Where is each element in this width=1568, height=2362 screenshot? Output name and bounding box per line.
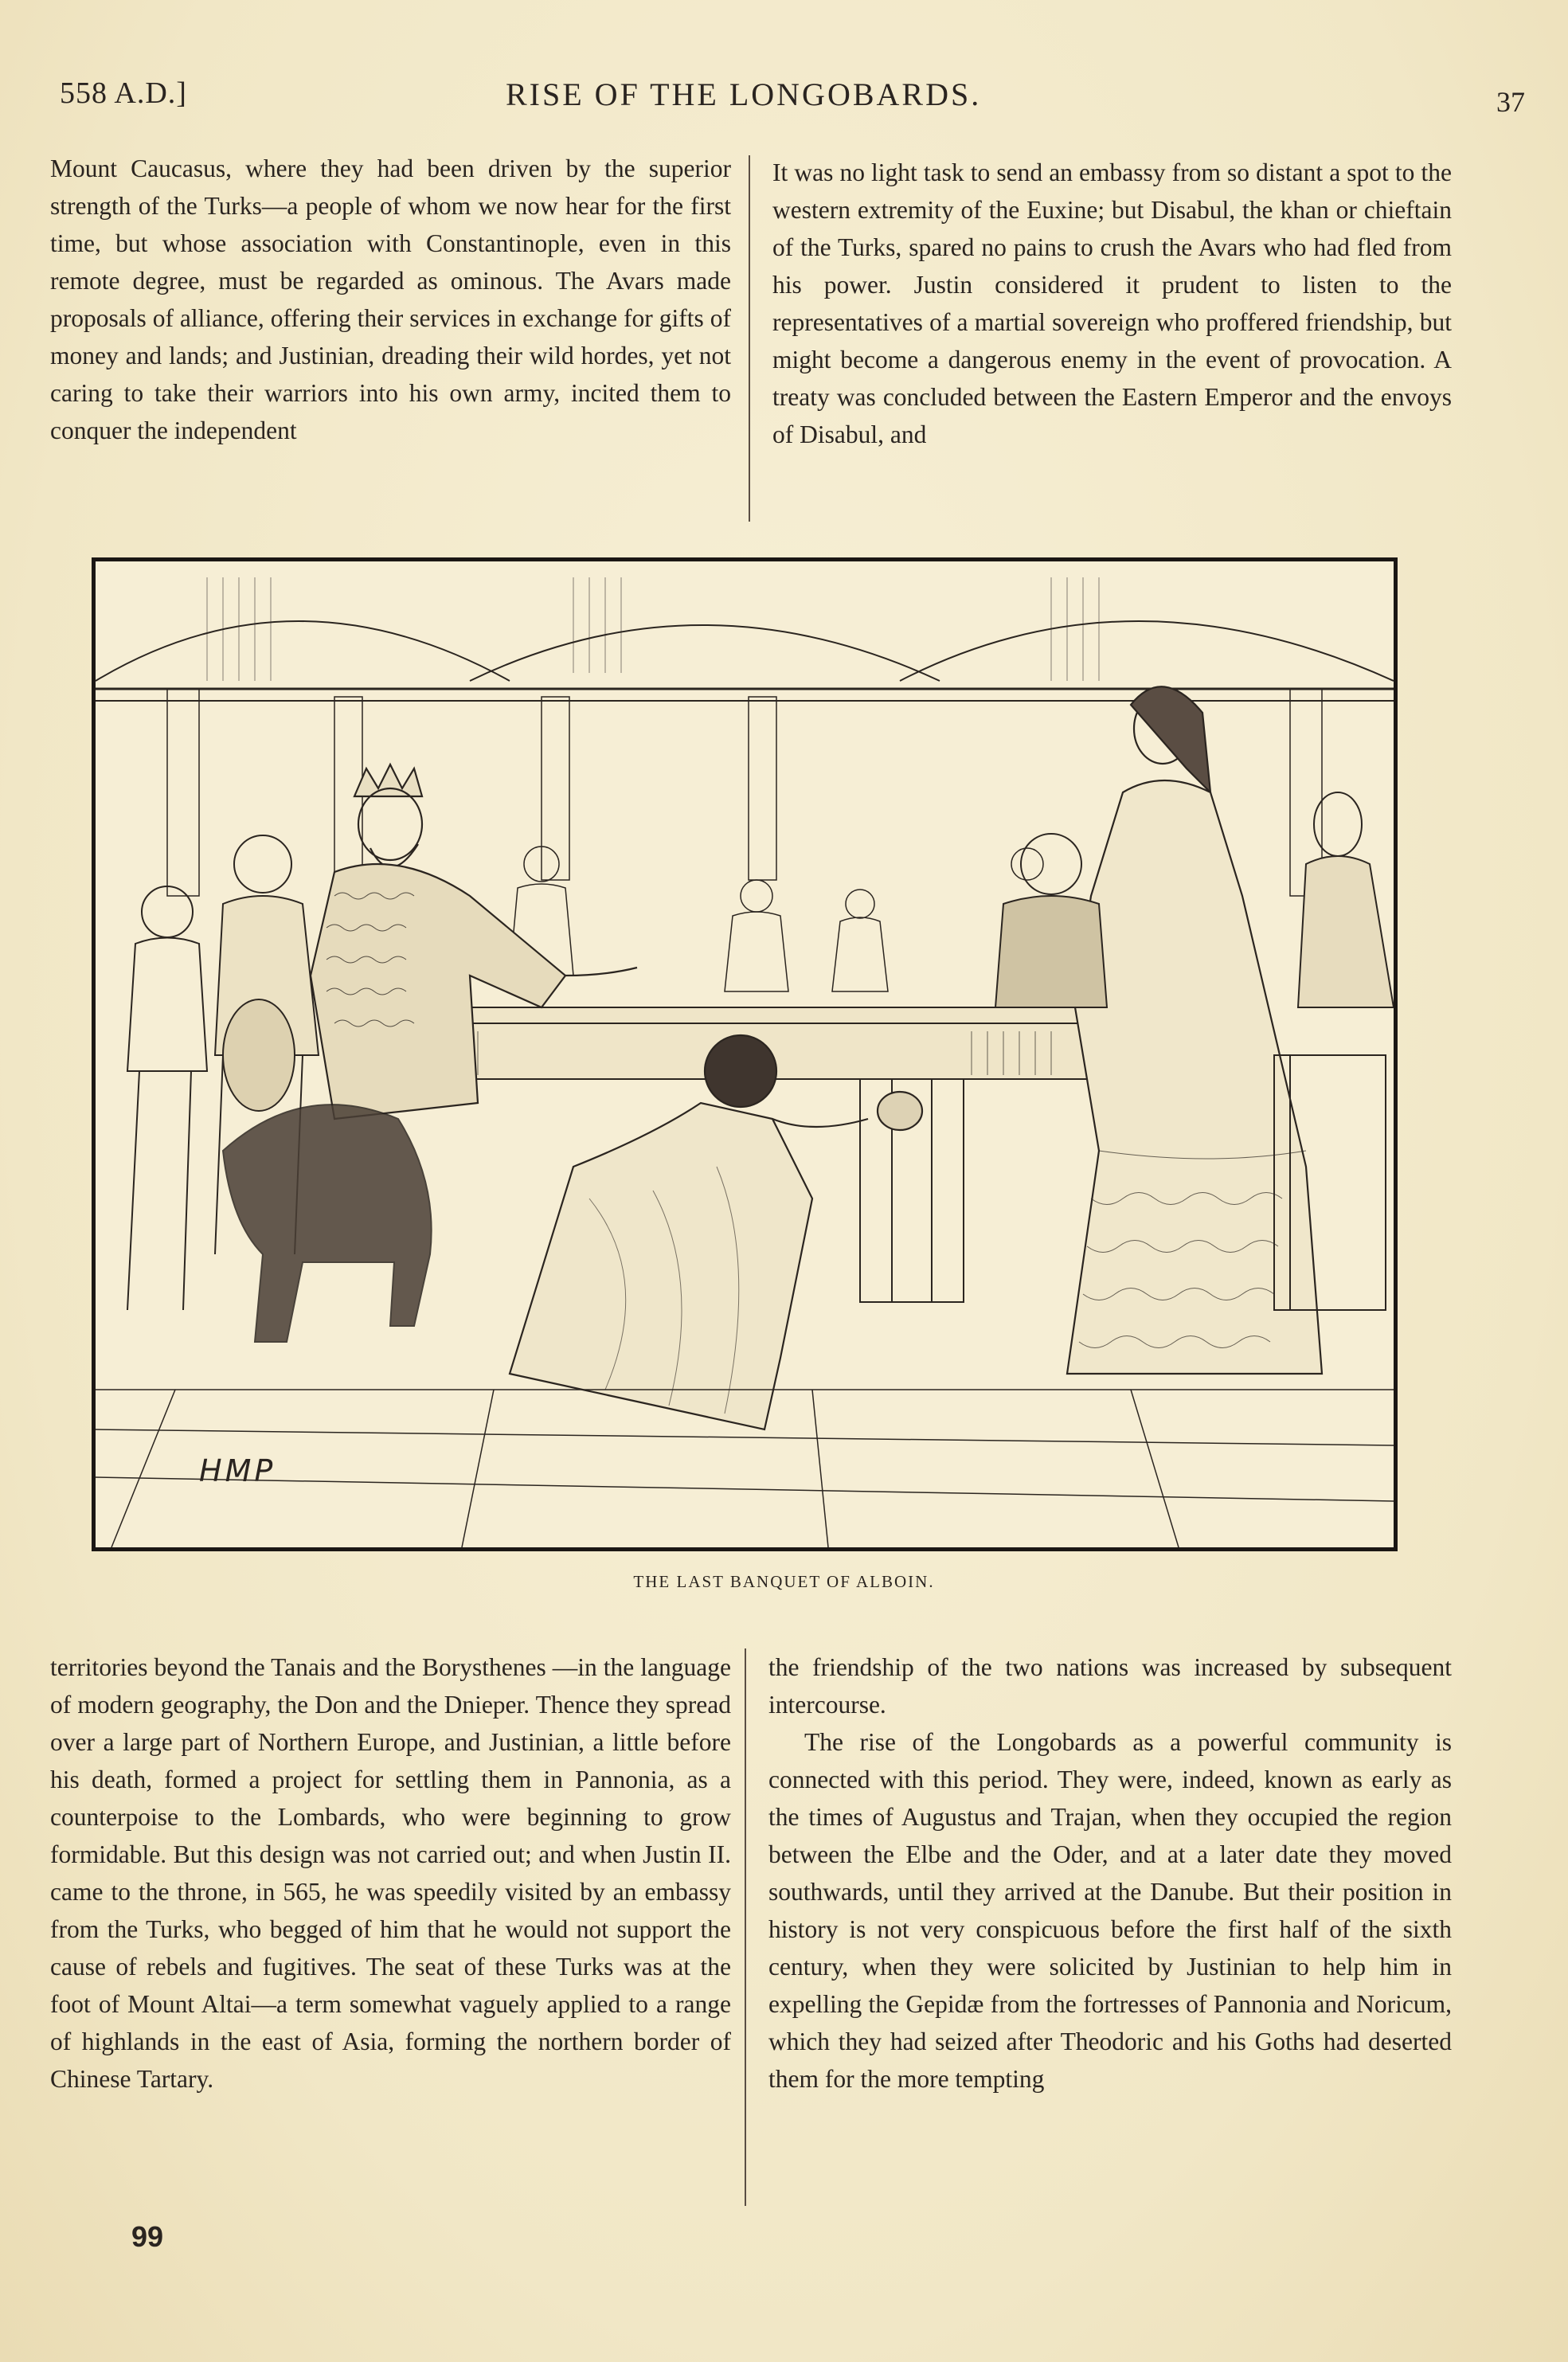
page-number-header: 37: [1496, 86, 1525, 118]
illustration-caption: THE LAST BANQUET OF ALBOIN.: [633, 1572, 935, 1591]
signature-mark: 99: [131, 2220, 164, 2253]
paragraph: the friendship of the two nations was increased by subsequent intercourse.: [768, 1653, 1452, 1719]
text-column-top-right: [772, 154, 1452, 528]
running-header: [60, 76, 1525, 123]
artist-signature: HMP: [199, 1453, 276, 1488]
banquet-illustration: [92, 557, 1398, 1551]
header-title: RISE OF THE LONGOBARDS.: [506, 76, 982, 112]
text-column-bottom-left: [50, 1648, 731, 2214]
header-date: 558 A.D.]: [60, 76, 187, 110]
text-column-top-left: [50, 150, 731, 524]
paragraph: It was no light task to send an embassy from so distant a spot to the western extremity of the Euxine; but Disabul, the khan or chieftain of the Turks, spared no pains to crush the Avars who had fled from his power. Justin considered it prudent to listen to the representatives of a martial sovereign who proffered friendship, but might become a dangerous enemy in the event of provocation. A treaty was concluded between the Eastern Emperor and the envoys of Disabul, and: [772, 158, 1452, 448]
paragraph: The rise of the Longobards as a powerful community is connected with this period. They were, indeed, known as early as the times of Augustus and Trajan, when they occupied the region between the Elbe and the Oder, and at a later date they moved southwards, until they arrived at the Danube. But their position in history is not very conspicuous before the first half of the sixth century, when they were solicited by Justinian to help him in expelling the Gepidæ from the fortresses of Pannonia and Noricum, which they had seized after Theodoric and his Goths had deserted them for the more tempting: [768, 1728, 1452, 2093]
column-divider: [749, 155, 750, 522]
paragraph: territories beyond the Tanais and the Borysthenes —in the language of modern geography, the Don and the Dnieper. Thence they spread over a large part of Northern Europe, and Justinian, a little before his death, formed a project for settling them in Pannonia, as a counterpoise to the Lombards, who were beginning to grow formidable. But this design was not carried out; and when Justin II. came to the throne, in 565, he was speedily visited by an embassy from the Turks, who begged of him that he would not support the cause of rebels and fugitives. The seat of these Turks was at the foot of Mount Altai—a term somewhat vaguely applied to a range of highlands in the east of Asia, forming the northern border of Chinese Tartary.: [50, 1653, 731, 2093]
paragraph: Mount Caucasus, where they had been driven by the superior strength of the Turks—a people of whom we now hear for the first time, but whose association with Constantinople, even in this remote degree, must be regarded as ominous. The Avars made proposals of alliance, offering their services in exchange for gifts of money and lands; and Justinian, dreading their wild hordes, yet not caring to take their warriors into his own army, incited them to conquer the independent: [50, 154, 731, 444]
text-column-bottom-right: [768, 1648, 1452, 2214]
column-divider: [745, 1648, 746, 2206]
engraving-drawing: [96, 561, 1394, 1547]
